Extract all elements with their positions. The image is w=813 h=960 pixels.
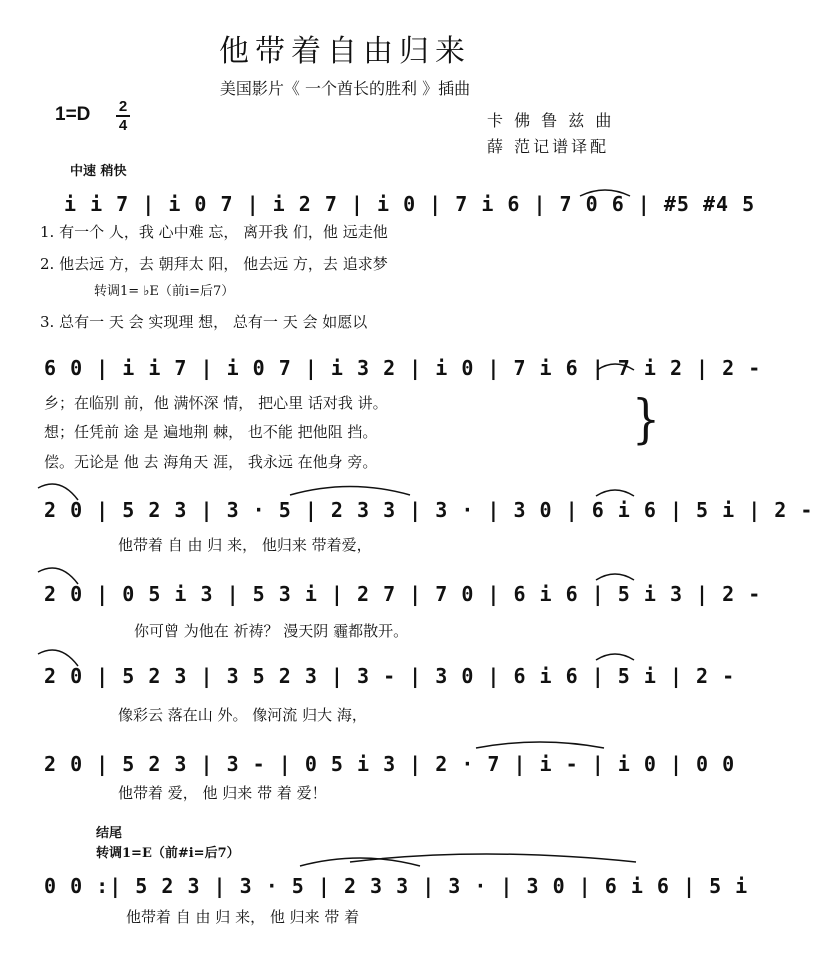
slur-4 [290, 487, 410, 496]
composer: 卡 佛 鲁 兹 曲 [487, 111, 615, 130]
song-subtitle: 美国影片《 一个酋长的胜利 》插曲 [219, 79, 471, 98]
modulation-note-1: 转调1= ♭E（前i=后7） [94, 284, 235, 299]
lyric-verse3-line2: 偿。无论是 他 去 海角天 涯， 我永远 在他身 旁。 [44, 453, 378, 471]
slur-3 [38, 484, 78, 500]
song-title: 他带着自由归来 [219, 34, 471, 69]
verse-bracket: } [632, 388, 660, 450]
tempo-marking: 中速 稍快 [70, 164, 127, 179]
slur-1 [580, 190, 630, 196]
lyric-verse3-line1: 3. 总有一 天 会 实现理 想， 总有一 天 会 如愿以 [40, 313, 368, 331]
slur-7 [596, 574, 634, 580]
lyric-verse1-line1: 1. 有一个 人，我 心中难 忘， 离开我 们，他 远走他 [40, 223, 388, 241]
lyric-chorus-line2: 你可曾 为他在 祈祷？ 漫天阴 霾都散开。 [134, 622, 409, 640]
notation-row-4: 2 0 | 0 5 i 3 | 5 3 i | 2 7 | 7 0 | 6 i 6 | 5 i 3 | 2 - [44, 582, 762, 606]
lyric-verse2-line2: 想；任凭前 途 是 遍地荆 棘， 也不能 把他阻 挡。 [44, 423, 378, 441]
modulation-note-2: 转调1=E（前#i=后7） [96, 846, 240, 861]
lyric-ending: 他带着 自 由 归 来， 他 归来 带 着 [126, 908, 360, 926]
slur-9 [596, 654, 634, 660]
notation-row-1: i i 7 | i 0 7 | i 2 7 | i 0 | 7 i 6 | 7 0 6 | #5 #4 5 [64, 192, 756, 216]
lyric-verse2-line1: 2. 他去远 方，去 朝拜太 阳， 他去远 方，去 追求梦 [40, 255, 388, 273]
slur-10 [476, 742, 604, 748]
lyric-chorus-line3: 像彩云 落在山 外。 像河流 归大 海， [118, 706, 367, 724]
time-bottom: 4 [118, 117, 128, 134]
arranger: 薛 范记谱译配 [487, 137, 610, 156]
notation-row-6: 2 0 | 5 2 3 | 3 - | 0 5 i 3 | 2 · 7 | i - | i 0 | 0 0 [44, 752, 736, 776]
key-signature: 1=D [55, 104, 91, 125]
slur-5 [596, 490, 634, 496]
notation-row-7: 0 0 :| 5 2 3 | 3 · 5 | 2 3 3 | 3 · | 3 0 | 6 i 6 | 5 i [44, 874, 749, 898]
time-top: 2 [118, 98, 128, 115]
lyric-verse1-line2: 乡；在临别 前，他 满怀深 情， 把心里 话对我 讲。 [44, 394, 388, 412]
slur-11 [300, 858, 420, 866]
notation-row-5: 2 0 | 5 2 3 | 3 5 2 3 | 3 - | 3 0 | 6 i 6 | 5 i | 2 - [44, 664, 736, 688]
notation-row-2: 6 0 | i i 7 | i 0 7 | i 3 2 | i 0 | 7 i 6 | 7 i 2 | 2 - [44, 356, 762, 380]
lyric-chorus-line4: 他带着 爱， 他 归来 带 着 爱！ [118, 784, 327, 802]
lyric-chorus-line1: 他带着 自 由 归 来， 他归来 带着爱， [118, 536, 372, 554]
notation-row-3: 2 0 | 5 2 3 | 3 · 5 | 2 3 3 | 3 · | 3 0 | 6 i 6 | 5 i | 2 - [44, 498, 813, 522]
ending-label: 结尾 [96, 826, 123, 841]
slur-6 [38, 568, 78, 584]
slur-2 [597, 364, 634, 370]
slur-8 [38, 650, 78, 666]
